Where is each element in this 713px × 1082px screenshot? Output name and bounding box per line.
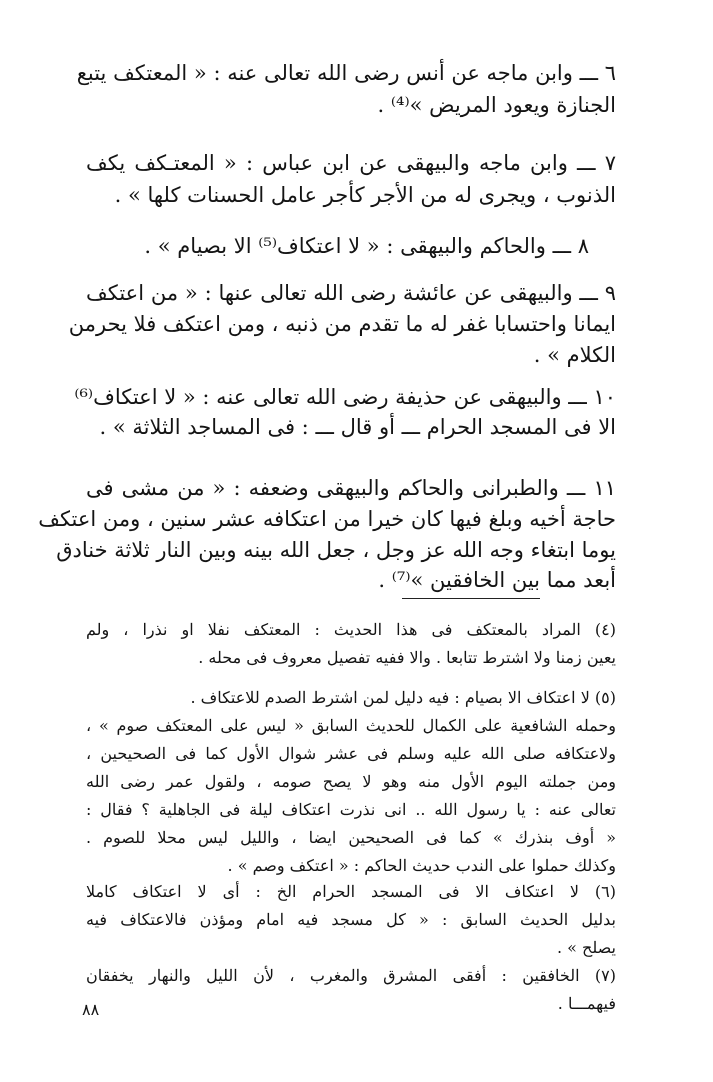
hadith-7-line-1: ٧ ـــ وابن ماجه والبيهقى عن ابن عباس : « المعتـكف يكف	[86, 151, 616, 175]
footnote-divider	[402, 598, 540, 599]
footnote-5-line-5: تعالى عنه : يا رسول الله .. انى نذرت اعتكاف ليلة فى الجاهلية ؟ فقال :	[86, 800, 616, 819]
hadith-11-line-4: أبعد مما بين الخافقين »⁽⁷⁾ .	[378, 568, 616, 592]
footnote-5-line-4: ومن جملته اليوم الأول منه وهو لا يصح صومه ، ولقول عمر رضى الله	[86, 772, 616, 791]
footnote-5-line-7: وكذلك حملوا على الندب حديث الحاكم : « اعتكف وصم » .	[227, 856, 616, 875]
footnote-4-line-1: (٤) المراد بالمعتكف فى هذا الحديث : المعتكف نفلا او نذرا ، ولم	[86, 620, 616, 639]
footnote-5-line-1: (٥) لا اعتكاف الا بصيام : فيه دليل لمن اشترط الصدم للاعتكاف .	[190, 688, 616, 707]
footnote-7-line-1: (٧) الخافقين : أفقى المشرق والمغرب ، لأن الليل والنهار يخفقان	[86, 966, 616, 985]
page-number: ٨٨	[82, 1000, 100, 1019]
hadith-7-line-2: الذنوب ، ويجرى له من الأجر كأجر عامل الحسنات كلها » .	[114, 183, 616, 207]
footnote-6-line-3: يصلح » .	[557, 938, 616, 957]
hadith-6-line-2: الجنازة ويعود المريض »⁽⁴⁾ .	[377, 93, 616, 117]
footnote-7-line-2: فيهمـــا .	[557, 994, 616, 1013]
hadith-10-line-2: الا فى المسجد الحرام ـــ أو قال ـــ : فى المساجد الثلاثة » .	[99, 415, 616, 439]
hadith-9-line-1: ٩ ـــ والبيهقى عن عائشة رضى الله تعالى عنها : « من اعتكف	[86, 281, 616, 305]
hadith-6-line-1: ٦ ـــ وابن ماجه عن أنس رضى الله تعالى عنه : « المعتكف يتبع	[76, 61, 616, 85]
footnote-5-line-2: وحمله الشافعية على الكمال للحديث السابق « ليس على المعتكف صوم » ،	[86, 716, 616, 735]
footnote-5-line-3: ولاعتكافه صلى الله عليه وسلم فى عشر شوال الأول كما فى الصحيحين ،	[86, 744, 616, 763]
footnote-6-line-2: بدليل الحديث السابق : « كل مسجد فيه امام ومؤذن فالاعتكاف فيه	[86, 910, 616, 929]
hadith-11-line-3: يوما ابتغاء وجه الله عز وجل ، جعل الله بينه وبين النار ثلاثة خنادق	[56, 538, 616, 562]
hadith-10-line-1: ١٠ ـــ والبيهقى عن حذيفة رضى الله تعالى عنه : « لا اعتكاف⁽⁶⁾	[74, 385, 616, 409]
hadith-9-line-3: الكلام » .	[533, 343, 616, 367]
footnote-5-line-6: « أوف بنذرك » كما فى الصحيحين ايضا ، والليل ليس محلا للصوم .	[86, 828, 616, 847]
hadith-11-line-1: ١١ ـــ والطبرانى والحاكم والبيهقى وضعفه : « من مشى فى	[86, 476, 616, 500]
footnote-4-line-2: يعين زمنا ولا اشترط تتابعا . والا ففيه تفصيل معروف فى محله .	[198, 648, 616, 667]
footnote-6-line-1: (٦) لا اعتكاف الا فى المسجد الحرام الخ : أى لا اعتكاف كاملا	[86, 882, 616, 901]
hadith-11-line-2: حاجة أخيه وبلغ فيها كان خيرا من اعتكافه عشر سنين ، ومن اعتكف	[38, 507, 616, 531]
hadith-9-line-2: ايمانا واحتسابا غفر له ما تقدم من ذنبه ، ومن اعتكف فلا يحرمن	[68, 312, 616, 336]
hadith-8-line-1: ٨ ـــ والحاكم والبيهقى : « لا اعتكاف⁽⁵⁾ الا بصيام » .	[144, 234, 589, 258]
